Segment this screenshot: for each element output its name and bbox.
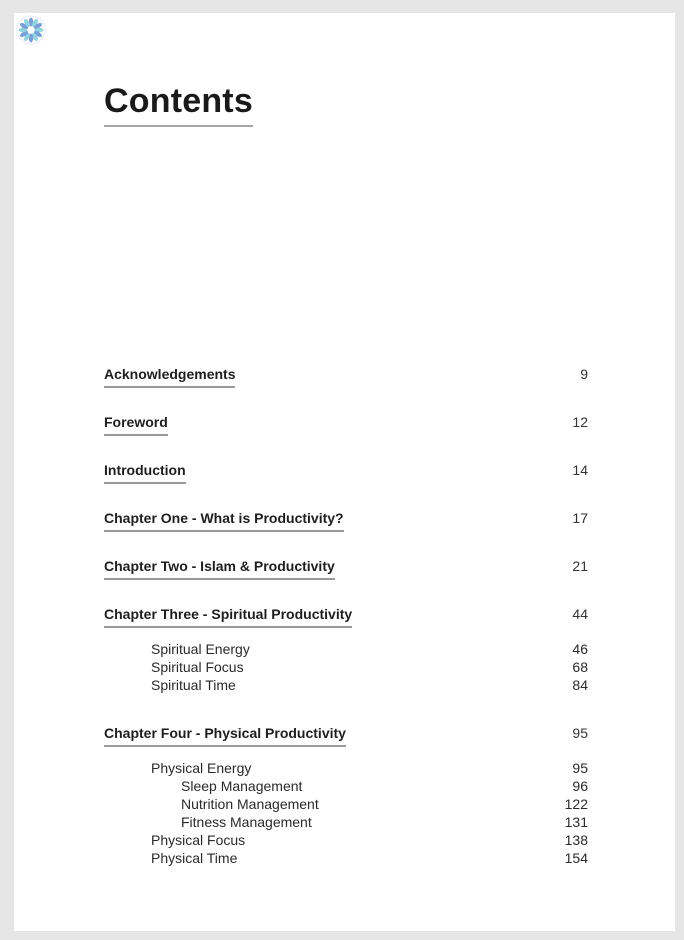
- rosette-logo-icon: [16, 15, 46, 45]
- toc-subentry-label[interactable]: Physical Energy: [151, 760, 252, 776]
- toc-subentry-label[interactable]: Physical Focus: [151, 832, 246, 848]
- toc-page-number: 96: [572, 778, 588, 794]
- toc-entry-label[interactable]: Chapter Three - Spiritual Productivity: [104, 606, 352, 628]
- toc-subentry-nutrition-management[interactable]: [104, 796, 588, 814]
- toc-subentry-physical-time[interactable]: [104, 850, 588, 868]
- page-title: Contents: [104, 83, 253, 127]
- toc-subentry-sleep-management[interactable]: [104, 778, 588, 796]
- toc-entry-foreword[interactable]: [104, 414, 588, 434]
- toc-entry-label[interactable]: Chapter Four - Physical Productivity: [104, 725, 346, 747]
- toc-subentry-label[interactable]: Nutrition Management: [181, 796, 319, 812]
- toc-entry-label[interactable]: Foreword: [104, 414, 168, 436]
- toc-entry-acknowledgements[interactable]: [104, 366, 588, 386]
- toc-page-number: 12: [572, 414, 588, 430]
- toc-entry-label[interactable]: Chapter One - What is Productivity?: [104, 510, 344, 532]
- toc-entry-introduction[interactable]: [104, 462, 588, 482]
- toc-page-number: 122: [564, 796, 588, 812]
- toc-entry-chapter-one[interactable]: [104, 510, 588, 530]
- toc-subentry-label[interactable]: Physical Time: [151, 850, 238, 866]
- toc-subentry-label[interactable]: Fitness Management: [181, 814, 312, 830]
- toc-page-number: 68: [572, 659, 588, 675]
- toc-subentry-spiritual-time[interactable]: [104, 677, 588, 695]
- toc-page-number: 154: [564, 850, 588, 866]
- toc-subentry-physical-energy[interactable]: [104, 760, 588, 778]
- toc-subentry-label[interactable]: Spiritual Focus: [151, 659, 244, 675]
- toc-entry-chapter-four[interactable]: [104, 725, 588, 745]
- toc-subentry-label[interactable]: Sleep Management: [181, 778, 303, 794]
- toc-page-number: 14: [572, 462, 588, 478]
- toc-entry-label[interactable]: Chapter Two - Islam & Productivity: [104, 558, 335, 580]
- toc-page-number: 95: [572, 760, 588, 776]
- toc-page-number: 84: [572, 677, 588, 693]
- toc-subentry-spiritual-focus[interactable]: [104, 659, 588, 677]
- toc-subentry-spiritual-energy[interactable]: [104, 641, 588, 659]
- toc-page-number: 95: [572, 725, 588, 741]
- toc-subentry-physical-focus[interactable]: [104, 832, 588, 850]
- toc-entry-label[interactable]: Introduction: [104, 462, 186, 484]
- toc-page-number: 138: [564, 832, 588, 848]
- toc-page-number: 9: [580, 366, 588, 382]
- toc-subentry-fitness-management[interactable]: [104, 814, 588, 832]
- toc-page-number: 46: [572, 641, 588, 657]
- toc-subentry-label[interactable]: Spiritual Energy: [151, 641, 250, 657]
- toc-entry-chapter-three[interactable]: [104, 606, 588, 626]
- toc-page-number: 21: [572, 558, 588, 574]
- toc-page-number: 131: [564, 814, 588, 830]
- toc-entry-label[interactable]: Acknowledgements: [104, 366, 235, 388]
- document-page: [14, 13, 675, 931]
- toc-subentry-label[interactable]: Spiritual Time: [151, 677, 236, 693]
- toc-page-number: 44: [572, 606, 588, 622]
- toc-entry-chapter-two[interactable]: [104, 558, 588, 578]
- toc-page-number: 17: [572, 510, 588, 526]
